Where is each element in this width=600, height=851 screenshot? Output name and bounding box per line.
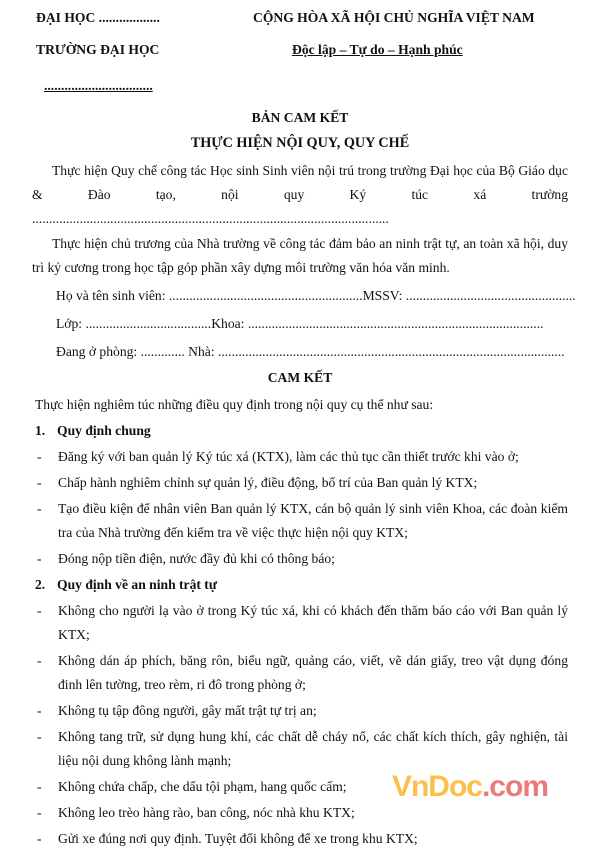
list-item: - Tạo điều kiện để nhân viên Ban quản lý KTX, cán bộ quản lý sinh viên Khoa, các đoàn kiểm tra của Nhà trường đến kiểm tra về việc thực hiện nội quy KTX; — [37, 501, 568, 540]
list-item: - Không cho người lạ vào ở trong Ký túc xá, khi có khách đến thăm báo cáo với Ban quản lý KTX; — [37, 603, 568, 642]
document-subtitle: THỰC HIỆN NỘI QUY, QUY CHẾ — [190, 135, 410, 151]
commitment-intro: Thực hiện nghiêm túc những điều quy định trong nội quy cụ thể như sau: — [35, 397, 434, 412]
list-item: - Không tụ tập đông người, gây mất trật tự trị an; — [37, 703, 317, 718]
paragraph-1: Thực hiện Quy chế công tác Học sinh Sinh viên nội trú trong trường Đại học của Bộ Giáo dục & Đào tạo, nội quy Ký túc xá trường ......................................................................................................... — [32, 163, 568, 226]
document-title: BẢN CAM KẾT — [251, 110, 349, 125]
list-item: - Đăng ký với ban quản lý Ký túc xá (KTX), làm các thủ tục cần thiết trước khi vào ở; — [37, 449, 519, 464]
section-heading-2: 2. Quy định về an ninh trật tự — [35, 577, 217, 592]
section-heading-1: 1. Quy định chung — [35, 423, 151, 438]
field-class: Lớp: .....................................Khoa: ....................................................................................... — [56, 316, 544, 331]
commitment-heading: CAM KẾT — [267, 370, 333, 385]
list-item: - Không tang trữ, sử dụng hung khí, các chất dễ cháy nổ, các chất kích thích, gây nghiện, tài liệu nội dung không lành mạnh; — [37, 729, 568, 768]
university-name: ĐẠI HỌC .................. — [36, 10, 160, 25]
list-item: - Chấp hành nghiêm chỉnh sự quản lý, điều động, bố trí của Ban quản lý KTX; — [37, 475, 478, 490]
field-room: Đang ở phòng: ............. Nhà: ...................................................................................................... — [56, 344, 565, 359]
vndoc-watermark-logo: VnDoc.com — [391, 770, 548, 803]
list-item: - VnDoc.com Không chứa chấp, che dấu tội phạm, hang quốc cấm; — [37, 770, 548, 803]
field-student-name: Họ và tên sinh viên: .........................................................MSSV: .................................................. — [56, 288, 576, 303]
list-item: - Không dán áp phích, băng rôn, biểu ngữ, quảng cáo, viết, vẽ dán giấy, treo vật dụng đóng đinh lên tường, treo rèm, ri đô trong phòng ở; — [37, 653, 568, 692]
header-row-2 — [32, 38, 568, 62]
national-title: CỘNG HÒA XÃ HỘI CHỦ NGHĨA VIỆT NAM — [253, 10, 535, 25]
header-row-1 — [32, 6, 568, 30]
list-item: - Gửi xe đúng nơi quy định. Tuyệt đối không để xe trong khu KTX; — [37, 831, 418, 846]
school-name: TRƯỜNG ĐẠI HỌC — [36, 42, 160, 57]
national-motto: Độc lập – Tự do – Hạnh phúc — [292, 42, 463, 57]
list-item: - Đóng nộp tiền điện, nước đầy đủ khi có thông báo; — [37, 551, 335, 566]
school-blank: ................................ — [44, 78, 153, 93]
list-item: - Không leo trèo hàng rào, ban công, nóc nhà khu KTX; — [37, 805, 355, 820]
paragraph-2: Thực hiện chủ trương của Nhà trường về công tác đảm bảo an ninh trật tự, an toàn xã hội, duy trì kỷ cương trong học tập góp phần xây dựng môi trường văn hóa văn minh. — [32, 236, 568, 275]
